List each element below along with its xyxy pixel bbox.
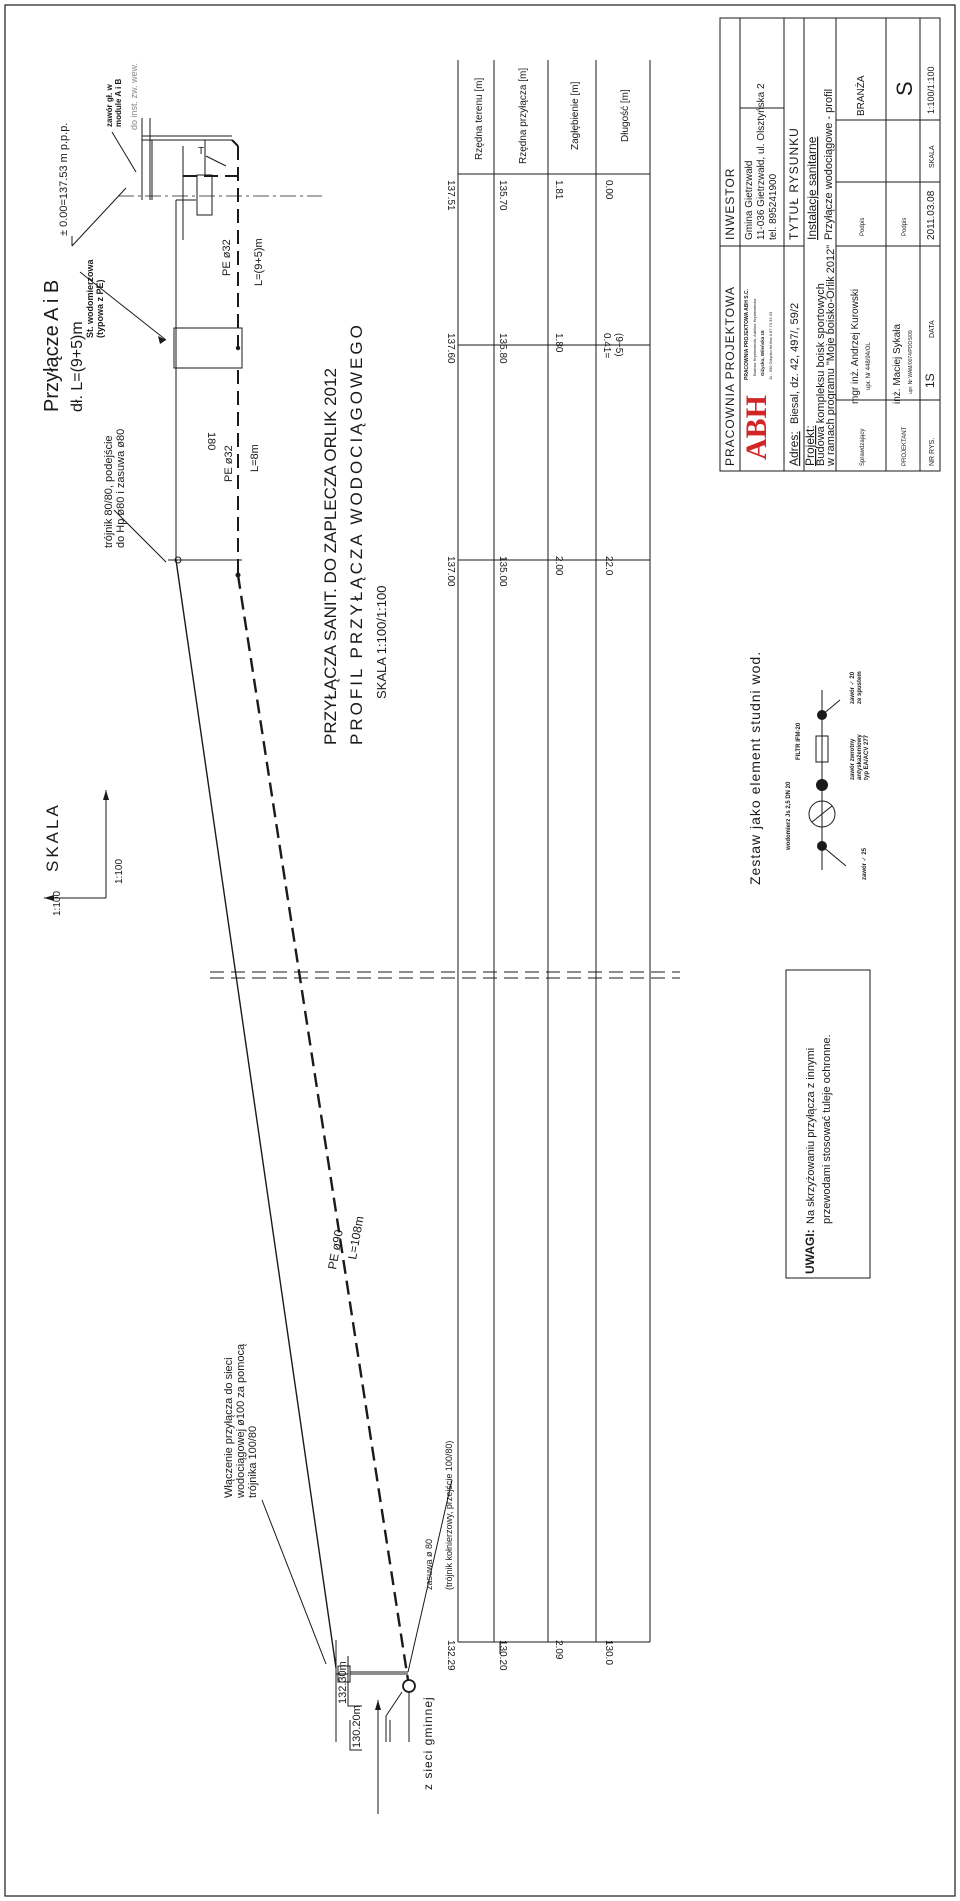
well-check-valve-label: zawór zwrotny [850,738,856,780]
connection-length: dł. L=(9+5)m [69,321,86,412]
main-valve-text: zawór gł. w [105,84,114,127]
main-valve-annotation [105,63,139,172]
title-block [720,18,940,471]
building-connection-detail [118,118,322,578]
well-check-valve-label-3: typ EA/ACV 277 [864,734,870,780]
tee-text-2: do Hp ø80 i zasuwa ø80 [115,428,127,548]
meter-well-text-2: (typowa z PE) [95,279,105,338]
note-box [786,970,870,1278]
address-value: Biesal, dz. 42, 497/, 59/2 [789,302,801,424]
cell-terrain-0: 137.51 [445,180,456,211]
cell-depth-3: 2.09 [553,1640,564,1660]
tee-annotation [103,429,166,562]
office-owners: Bartosz Hryniewiecki, Adelina Hryniewiecka [752,298,757,376]
office-phone: 11 - 500 Giżycko tel./fax 0 87 73 33 33 [768,311,773,380]
office-label: PRACOWNIA PROJEKTOWA [723,285,737,466]
pipe-label-lower: PE ø32 [223,445,235,482]
scale-legend-vertical: 1:100 [114,858,125,884]
row-label-terrain: Rzędna terenu [m] [474,77,485,160]
project-line-2: w ramach programu "Moje boisko-Orlik 2012" [825,244,837,466]
connection-title: Przyłącze A i B [41,279,63,412]
cell-length-0: 0.00 [603,180,614,200]
elevation-top: 132.30m [337,1661,349,1704]
level-zero-text: ± 0.00=137.53 m p.p.p. [58,122,70,236]
checked-sign-label: Podpis [860,217,866,236]
cell-depth-0: 1.81 [553,180,564,200]
pipe-length-upper: L=(9+5)m [253,238,265,286]
designer-licence: upr. Nr WAM/0074/POOS/09 [908,330,914,394]
investor-label: INWESTOR [723,167,737,240]
cell-pipe-3: 130.20 [497,1640,508,1671]
checked-name: mgr inż. Andrzej Kurowski [850,288,861,404]
note-line-2: przewodami stosować tuleje ochronne. [821,1034,833,1224]
profile-table [445,60,650,1671]
gate-valve-text-2: (trójnik kołnierzowy, przejście 100/80) [444,1440,454,1590]
connection-text-1: Włączenie przyłącza do sieci [223,1357,235,1498]
gate-valve-annotation [408,1441,454,1672]
branch-value: S [892,81,917,96]
meter-well-annotation [80,258,166,344]
scale-label: SKALA [929,145,936,168]
drawing-title-1: Instalacje sanitarne [805,136,819,240]
branch-label: BRANŻA [856,75,867,116]
main-pipe-profile [176,560,680,1680]
pipe-length-lower: L=8m [249,444,261,472]
cell-terrain-1: 137.60 [445,333,456,364]
drawing-title-label: TYTUŁ RYSUNKU [787,127,801,240]
designer-name: inż. Maciej Sykała [892,323,903,404]
row-label-length: Długość [m] [620,89,631,142]
scale-legend-horizontal: 1:100 [52,890,63,916]
cell-pipe-0: 135.70 [497,180,508,211]
cell-length-1b: (9+5) [613,333,624,357]
date-label: DATA [929,320,936,338]
well-valve-out-label-2: ze spustem [857,671,863,704]
connection-text-2: wodociągowej ø100 za pomocą [235,1343,247,1498]
connection-annotation [223,1343,326,1664]
row-label-depth: Zagłębienie [m] [570,81,581,150]
gate-valve-text: zasuwa ø 80 [424,1538,434,1590]
tee-text: trójnik 80/80, podejście [103,435,115,548]
cell-length-2: 22.0 [603,556,614,576]
investor-phone: tel. 895241900 [768,173,779,240]
cell-depth-2: 2.00 [553,556,564,576]
sheet-border [5,5,955,1896]
well-filter-label: FILTR IFM-20 [796,722,802,760]
cell-terrain-2: 137.00 [445,556,456,587]
drawing-number-value: 1S [923,373,937,388]
pipe-label-upper: PE ø32 [221,239,233,276]
cell-terrain-3: 132.29 [445,1640,456,1671]
drawing-subtitle: PROFIL PRZYŁĄCZA WODOCIĄGOWEGO [347,322,366,745]
checked-label: Sprawdzający [860,428,866,466]
terrain-line [176,560,336,1668]
designer-label: PROJEKTANT [902,426,908,466]
mark-t: T [198,146,205,157]
address-label: Adres: [787,431,801,466]
cell-length-1: 0.41= [601,333,612,359]
meter-well-text: St. wodomierzowa [85,259,95,338]
cell-length-3: 130.0 [603,1640,614,1666]
drawing-number-label: NR RYS. [929,437,936,466]
network-pipe-circle [403,1680,415,1692]
from-network-text: z sieci gminnej [421,1696,435,1790]
main-pipe-length: L=108m [345,1215,367,1261]
elevation-bottom: 130.20m [351,1705,363,1748]
main-valve-text-2: module A i B [114,78,123,127]
well-check-valve-label-2: antyskażeniowy [857,734,863,780]
checked-licence: upr. Nr 448/94/OL [866,342,872,390]
drawing-title-2: Przyłącze wodociągowe - profil [823,88,835,240]
mark-180: 180 [205,432,217,451]
level-zero-annotation [58,123,126,246]
designer-sign-label: Podpis [902,217,908,236]
well-set-diagram [747,651,870,885]
office-logo: ABH [740,394,773,460]
cell-pipe-2: 135.00 [497,556,508,587]
cell-depth-1: 1.80 [553,333,564,353]
investor-address: 11-036 Gietrzwałd, ul. Olsztyńska 2 [756,83,767,240]
office-address: Giżycko, Wileńska 18 [760,330,765,376]
project-line-1: Budowa kompleksu boisk sportowych [815,283,827,466]
well-set-title: Zestaw jako element studni wod. [747,650,763,885]
internal-installation-text: do inst. zw. wew. [129,62,139,130]
connection-text-3: trójnika 100/80 [247,1425,259,1498]
office-name: PRACOWNIA PROJEKTOWA ABH S.C. [744,288,750,380]
note-line-1: Na skrzyżowaniu przyłącza z innymi [805,1047,817,1224]
drawing-scale-note: SKALA 1:100/1:100 [374,585,389,699]
well-valve-in-label: zawór ✓ 25 [862,847,868,880]
project-label: Projekt: [803,425,817,466]
main-pipe-label: PE ø90 [325,1228,346,1271]
well-valve-out-label: zawór ✓ 20 [850,671,856,704]
well-meter-label: wodomierz Js 2,5 DN 20 [786,781,792,850]
note-label: UWAGI: [803,1229,817,1274]
row-label-pipe: Rzędna przyłącza [m] [518,67,529,164]
scale-legend [43,790,125,916]
cell-pipe-1: 135.80 [497,333,508,364]
date-value: 2011.03.08 [926,190,937,240]
scale-legend-label: SKALA [43,802,62,872]
drawing-main-title: PRZYŁĄCZA SANIT. DO ZAPLECZA ORLIK 2012 [321,368,340,745]
investor-name: Gmina Gietrzwałd [744,160,755,240]
scale-value: 1:100/1:100 [926,66,936,114]
